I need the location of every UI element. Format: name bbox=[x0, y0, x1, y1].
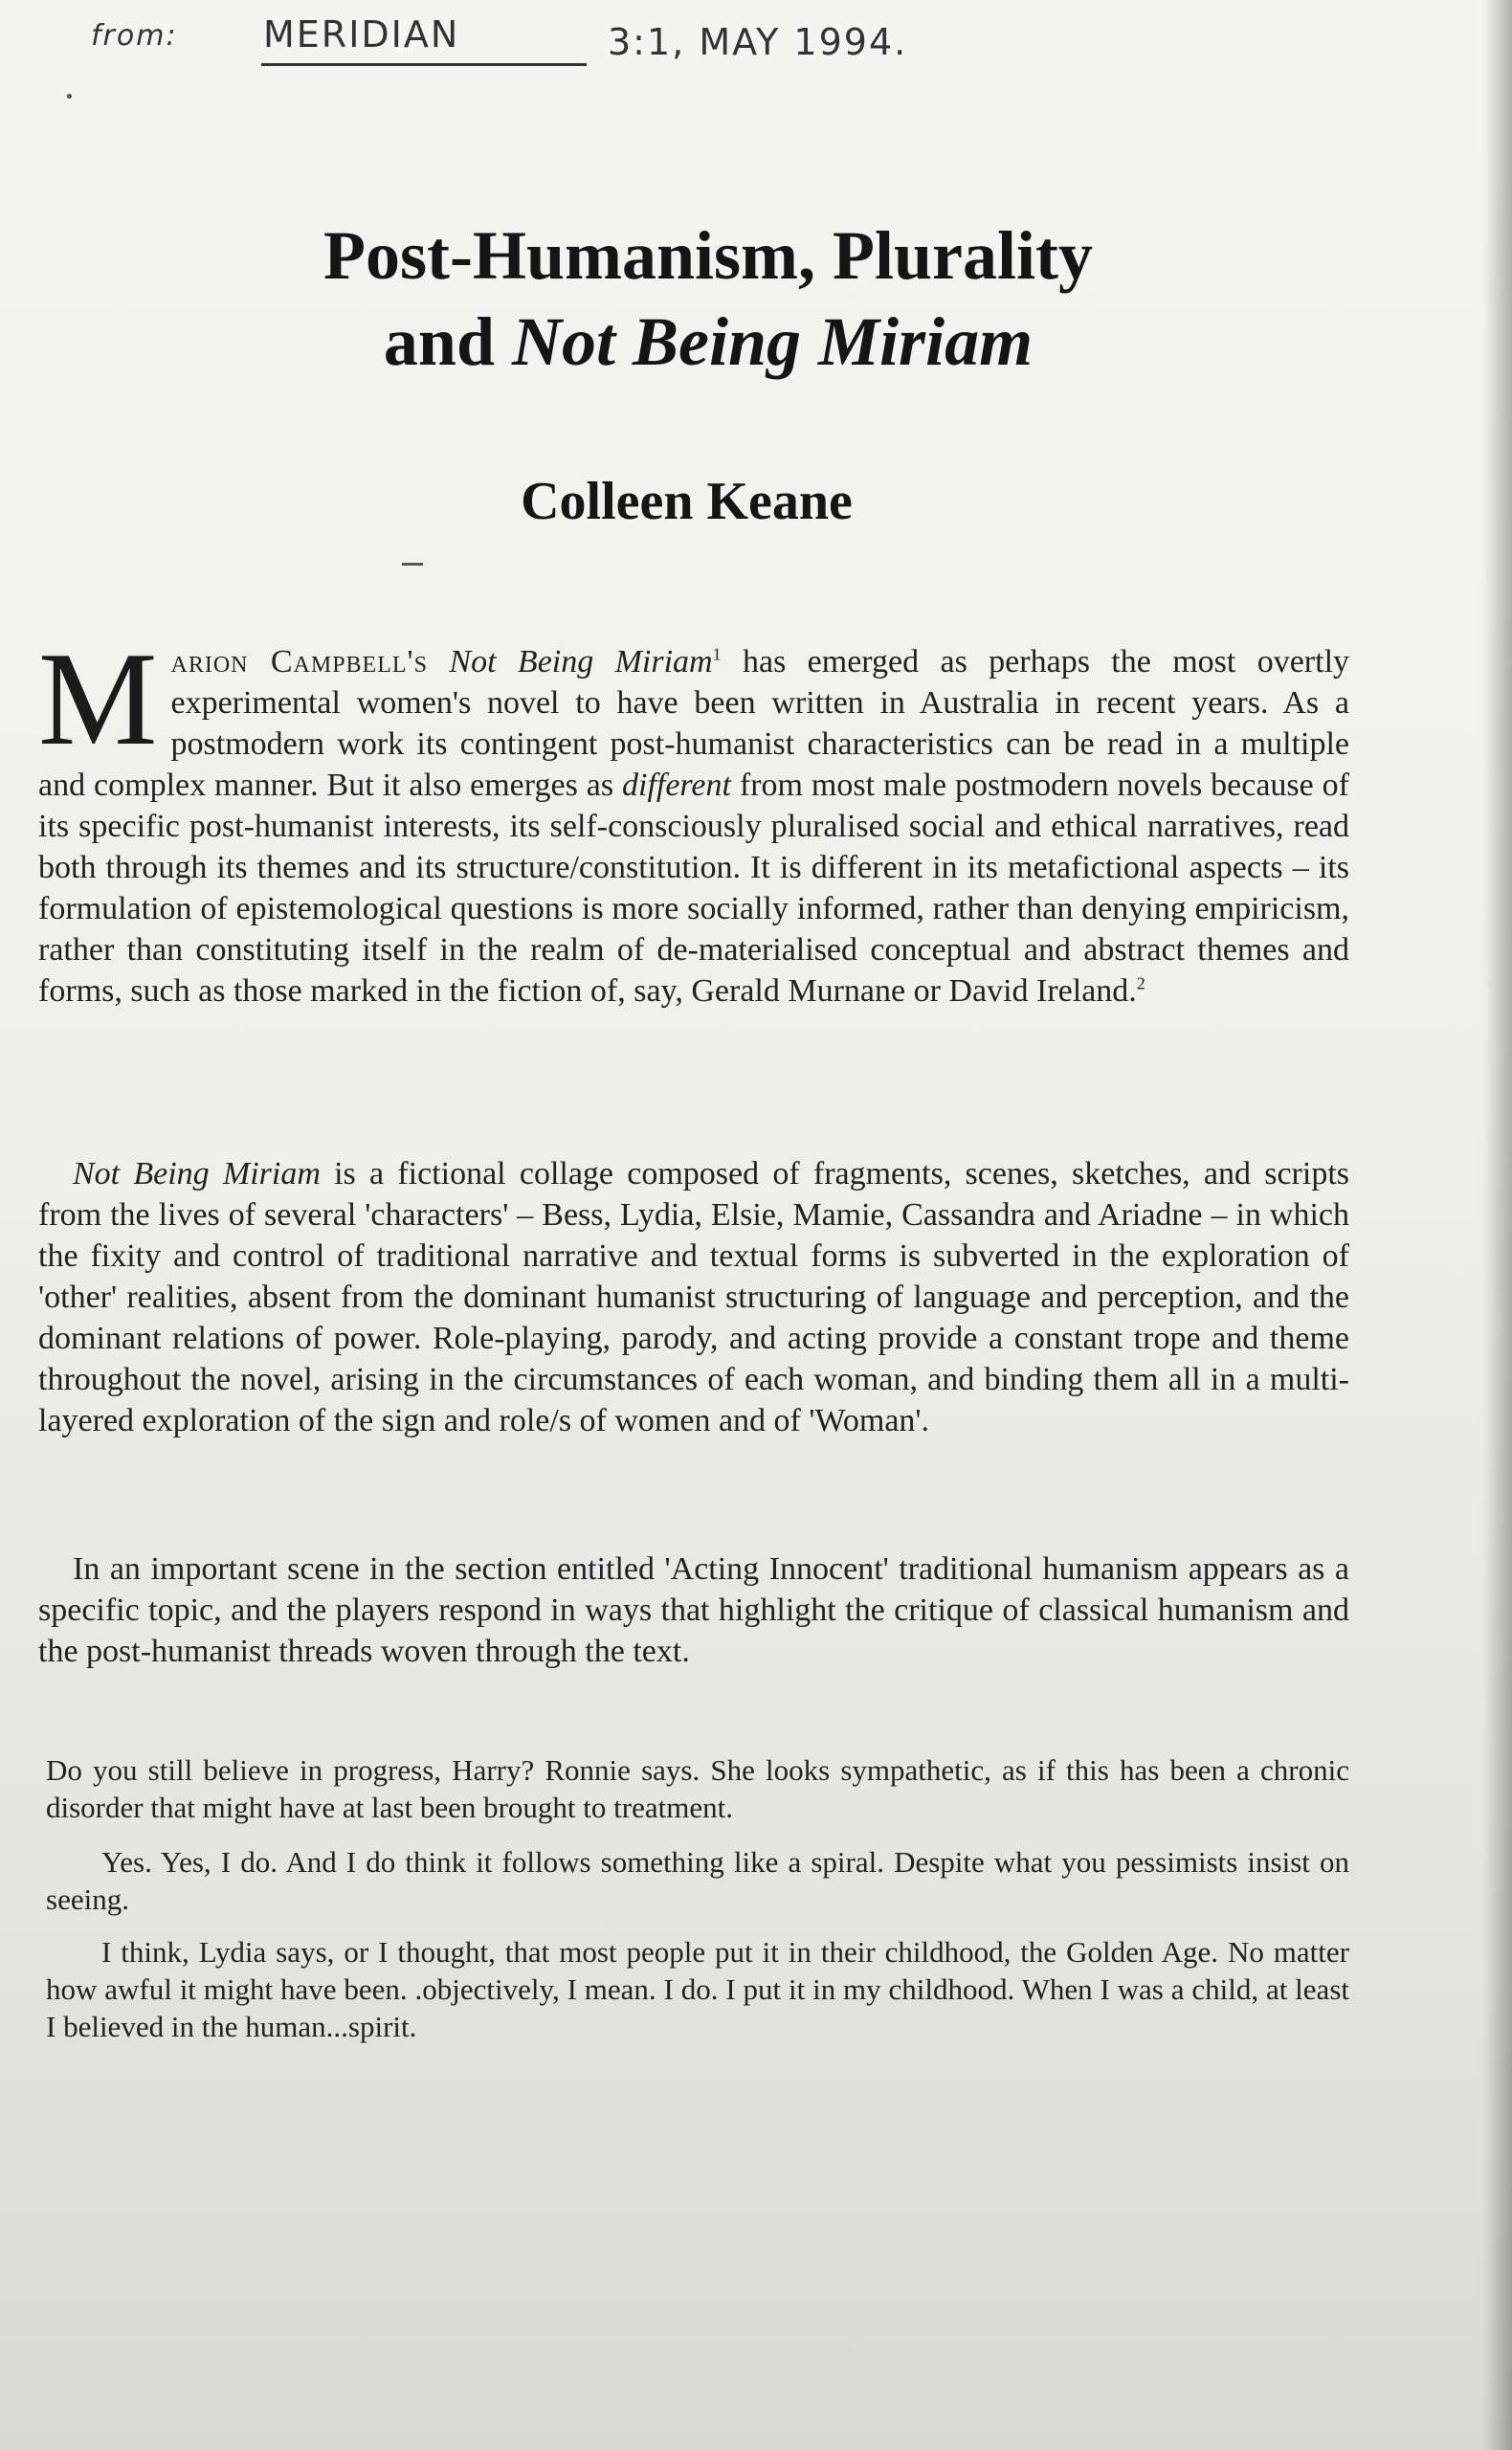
page-speck bbox=[402, 563, 423, 566]
page-speck bbox=[67, 94, 72, 99]
page-edge-shadow bbox=[1483, 0, 1512, 2450]
footnote-ref-2: 2 bbox=[1136, 973, 1145, 993]
title-line-2-prefix: and bbox=[383, 303, 512, 380]
body-paragraph-3: In an important scene in the section entitled 'Acting Innocent' traditional humanism appears as a specific topic, and the players respond in ways that highlight the critique of classical humanism and the post-humanist threads woven through the text. bbox=[38, 1551, 1349, 1669]
paragraph-1-smallcaps: arion Campbell's bbox=[170, 644, 429, 679]
block-quote-3: I think, Lydia says, or I thought, that most people put it in their childhood, the Golden Age. No matter how awful it might have been. .objectively, I mean. I do. I put it in my childhood. When I was a child, at least I believed in the human...spirit. bbox=[46, 1935, 1349, 2043]
handwritten-source-note bbox=[91, 8, 971, 75]
handwritten-from-label: from: bbox=[91, 19, 178, 53]
title-line-1: Post-Humanism, Plurality bbox=[323, 217, 1093, 294]
handwritten-journal-name: MERIDIAN bbox=[263, 13, 460, 56]
paragraph-1-book-title: Not Being Miriam bbox=[449, 644, 713, 679]
footnote-ref-1: 1 bbox=[712, 644, 722, 664]
paragraph-1-text-b: from most male postmodern novels because of its specific post-humanist interests, its self-consciously pluralised social and ethical narratives, read both through its themes and its structure/constitution. It is different in its metafictional aspects – its formulation of epistemological questions is more socially informed, rather than denying empiricism, rather than constituting itself in the realm of de-materialised conceptual and abstract themes and forms, such as those marked in the fiction of, say, Gerald Murnane or David Ireland. bbox=[38, 768, 1349, 1009]
paragraph-1-emphasis: different bbox=[622, 768, 731, 803]
body-paragraph-2 bbox=[38, 1153, 1349, 1441]
block-quote-2: Yes. Yes, I do. And I do think it follows something like a spiral. Despite what you pessimists insist on seeing. bbox=[46, 1845, 1349, 1916]
article-title bbox=[144, 212, 1273, 385]
paragraph-1-text-a: has emerged as perhaps the most overtly experimental women's novel to have been written in Australia in recent years. As a postmodern work its contingent post-humanist characteristics can be read in a multiple and complex manner. But it also emerges as bbox=[38, 644, 1350, 803]
handwritten-issue-date: 3:1, MAY 1994. bbox=[608, 21, 908, 63]
paragraph-2-text: is a fictional collage composed of fragments, scenes, sketches, and scripts from the lives of several 'characters' – Bess, Lydia, Elsie, Mamie, Cassandra and Ariadne – in which the fixity and control of traditional narrative and textual forms is subverted in the exploration of 'other' realities, absent from the dominant humanist structuring of language and perception, and the dominant relations of power. Role-playing, parody, and acting provide a constant trope and theme throughout the novel, arising in the circumstances of each woman, and binding them all in a multi-layered exploration of the sign and role/s of women and of 'Woman'. bbox=[38, 1156, 1349, 1438]
drop-cap: M bbox=[38, 625, 158, 773]
handwritten-underline bbox=[261, 63, 587, 66]
paragraph-2-book-title: Not Being Miriam bbox=[73, 1156, 321, 1192]
article-author: Colleen Keane bbox=[521, 472, 853, 531]
block-quote-1: Do you still believe in progress, Harry? Ronnie says. She looks sympathetic, as if this has been a chronic disorder that might have at last been brought to treatment. bbox=[46, 1753, 1349, 1824]
body-paragraph-1 bbox=[38, 625, 1350, 1012]
title-line-2 bbox=[144, 299, 1273, 385]
title-line-2-book-title: Not Being Miriam bbox=[512, 303, 1034, 380]
